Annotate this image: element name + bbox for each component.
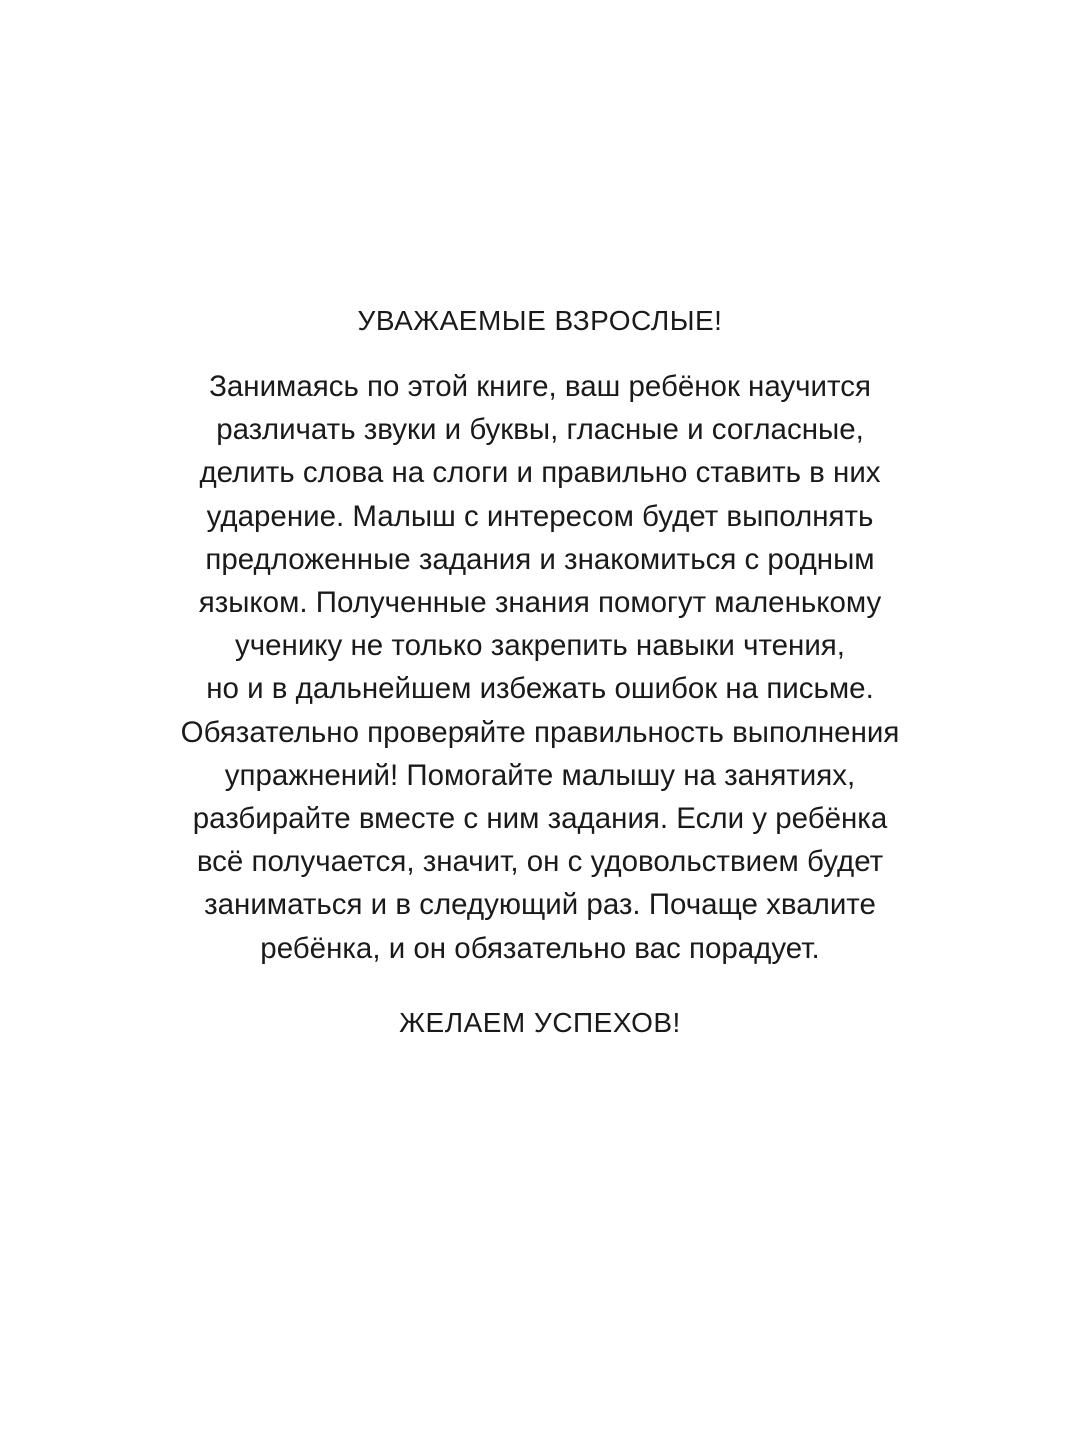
body-line: делить слова на слоги и правильно ставить в них — [199, 456, 881, 490]
body-line: различать звуки и буквы, гласные и согласные, — [216, 413, 864, 447]
body-line: упражнений! Помогайте малышу на занятиях, — [224, 758, 856, 792]
body-line: Обязательно проверяйте правильность выполнения — [180, 715, 900, 749]
closing-wish: ЖЕЛАЕМ УСПЕХОВ! — [399, 1007, 681, 1038]
body-line: ученику не только закрепить навыки чтения, — [235, 629, 845, 663]
body-line: но и в дальнейшем избежать ошибок на письме. — [206, 672, 874, 706]
body-line: ударение. Малыш с интересом будет выполнять — [206, 499, 874, 533]
body-line: ребёнка, и он обязательно вас порадует. — [260, 931, 820, 965]
page-heading: УВАЖАЕМЫЕ ВЗРОСЛЫЕ! — [357, 305, 723, 336]
body-line: разбирайте вместе с ним задания. Если у ребёнка — [192, 802, 888, 836]
body-line: предложенные задания и знакомиться с родным — [205, 542, 875, 576]
body-paragraph — [0, 365, 1080, 970]
body-line: языком. Полученные знания помогут маленькому — [198, 586, 882, 620]
body-line: всё получается, значит, он с удовольствием будет — [196, 845, 884, 879]
body-line: заниматься и в следующий раз. Почаще хвалите — [204, 888, 876, 922]
body-line: Занимаясь по этой книге, ваш ребёнок научится — [209, 370, 871, 403]
